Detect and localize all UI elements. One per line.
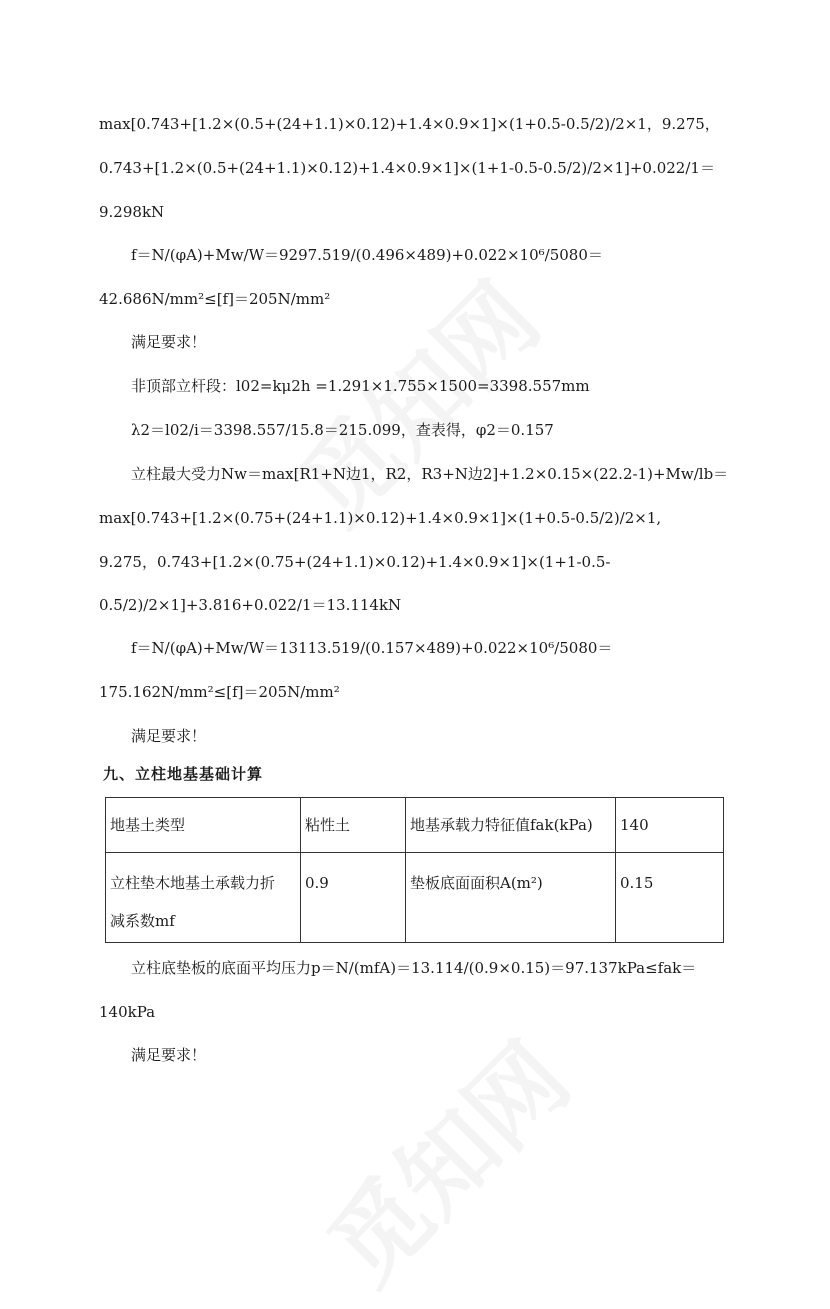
formula-max-result: 9.298kN — [99, 203, 165, 221]
table-cell: 140 — [616, 798, 724, 853]
stress-check-2-line-2: 175.162N/mm²≤[f]＝205N/mm² — [99, 683, 340, 701]
pressure-line-1: 立柱底垫板的底面平均压力p＝N/(mfA)＝13.114/(0.9×0.15)＝97.137kPa≤fak＝ — [131, 959, 697, 977]
stress-check-1-line-2: 42.686N/mm²≤[f]＝205N/mm² — [99, 290, 331, 308]
table-row — [106, 853, 724, 943]
formula-max-line-2: 0.743+[1.2×(0.5+(24+1.1)×0.12)+1.4×0.9×1]×(1+1-0.5-0.5/2)/2×1]+0.022/1＝ — [99, 159, 715, 177]
formula-max-line-1: max[0.743+[1.2×(0.5+(24+1.1)×0.12)+1.4×0.9×1]×(1+0.5-0.5/2)/2×1，9.275， — [99, 115, 720, 133]
section-heading: 九、立柱地基基础计算 — [103, 765, 264, 783]
table-cell: 地基土类型 — [106, 798, 301, 853]
pressure-line-2: 140kPa — [99, 1003, 156, 1021]
max-force-line-3: 9.275，0.743+[1.2×(0.75+(24+1.1)×0.12)+1.4×0.9×1]×(1+1-0.5- — [99, 553, 611, 571]
table-cell: 垫板底面面积A(m²) — [406, 853, 616, 943]
table-cell: 粘性土 — [301, 798, 406, 853]
table-cell: 0.9 — [301, 853, 406, 943]
satisfied-text-3: 满足要求！ — [131, 1046, 207, 1064]
table-cell-line: 减系数mf — [110, 912, 175, 930]
satisfied-text-1: 满足要求！ — [131, 333, 207, 351]
foundation-parameter-table — [105, 797, 724, 943]
stress-check-2-line-1: f＝N/(φA)+Mw/W＝13113.519/(0.157×489)+0.022×10⁶/5080＝ — [131, 639, 613, 657]
table-cell — [106, 853, 301, 943]
table-cell: 0.15 — [616, 853, 724, 943]
satisfied-text-2: 满足要求！ — [131, 727, 207, 745]
max-force-line-1: 立柱最大受力Nw＝max[R1+N边1，R2，R3+N边2]+1.2×0.15×(22.2-1)+Mw/lb＝ — [131, 465, 729, 483]
stress-check-1-line-1: f＝N/(φA)+Mw/W＝9297.519/(0.496×489)+0.022×10⁶/5080＝ — [131, 246, 603, 264]
nontop-segment-line: 非顶部立杆段：l02=kμ2h =1.291×1.755×1500=3398.557mm — [131, 377, 590, 395]
table-cell-line: 立柱垫木地基土承载力折 — [110, 874, 276, 892]
max-force-line-2: max[0.743+[1.2×(0.75+(24+1.1)×0.12)+1.4×0.9×1]×(1+0.5-0.5/2)/2×1, — [99, 509, 662, 527]
table-row — [106, 798, 724, 853]
slenderness-line: λ2＝l02/i＝3398.557/15.8＝215.099，查表得，φ2＝0.157 — [131, 421, 554, 439]
table-cell: 地基承载力特征值fak(kPa) — [406, 798, 616, 853]
max-force-line-4: 0.5/2)/2×1]+3.816+0.022/1＝13.114kN — [99, 596, 402, 614]
